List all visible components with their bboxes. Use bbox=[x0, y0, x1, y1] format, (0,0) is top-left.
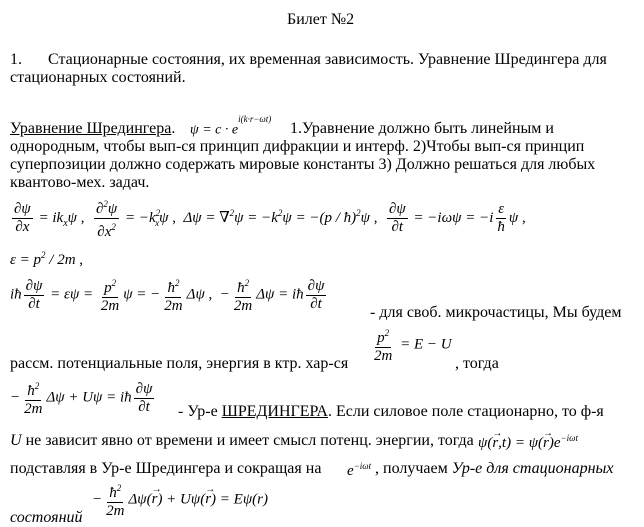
requirements-line4: квантово-мех. задач. bbox=[10, 174, 150, 191]
energy-relation: $\varepsilon = p^2 / 2m$ , bbox=[10, 250, 84, 268]
dpsi-dx-fraction: $\frac{\partial\psi}{\partial x}$ bbox=[14, 201, 31, 235]
schrodinger-text bbox=[178, 402, 604, 421]
last-word: состояний bbox=[10, 509, 83, 526]
substitution-line bbox=[10, 459, 321, 478]
exp-factor: $e^{-i\omega t}$ bbox=[347, 461, 372, 479]
u-line-text: не зависит явно от времени и имеет смысл потенц. энергии, тогда bbox=[21, 432, 474, 449]
potential-text bbox=[10, 354, 348, 373]
schrodinger-time-equation: − $\frac{ħ^2}{2m}$ Δψ + Uψ = iħ $\frac{\partial\psi}{\partial t}$ bbox=[10, 378, 156, 418]
item-number: 1. bbox=[10, 51, 22, 68]
item-heading-line1: Стационарные состояния, их временная зависимость. Уравнение Шредингера для bbox=[48, 51, 607, 68]
energy-equation: $\frac{p^2}{2m}$ = E − U bbox=[370, 325, 452, 365]
final-equation-rhs: = Eψ(r) bbox=[219, 491, 268, 508]
requirements-line1: 1.Уравнение должно быть линейным и bbox=[290, 120, 554, 137]
schrodinger-caps: ШРЕДИНГЕРА bbox=[221, 403, 328, 420]
schrodinger-suffix: . Если силовое поле стационарно, то ф-я bbox=[327, 403, 604, 420]
stationary-separation-formula: $\psi(\to r,t) = \psi(\to r)e^{-i\omega t}$ bbox=[478, 429, 578, 453]
u-line bbox=[10, 431, 474, 450]
requirements-line3: суперпозиции должно содержать мировые константы 3) Должно решаться для любых bbox=[10, 156, 596, 173]
equation-label: Уравнение Шредингера. bbox=[10, 120, 176, 137]
equation-row-1: $\frac{\partial\psi}{\partial x}$ = $ik_x\psi$ , $\frac{\partial^2\psi}{\partial x^2}$ = $-k^2_x\psi$ , $\Delta\psi = \nabla^2\psi = -k^2\psi = -(p$ / ħ)$^2$ψ , $\frac{\partial\psi}{\partial t}$ = −iωψ = −i $\frac{\varepsilon}{ħ}$ ψ , bbox=[10, 196, 526, 241]
stationary-schrodinger-equation: − $\frac{ħ^2}{2m}$ Δψ(→ r) + Uψ(→ r) = Eψ(r) bbox=[92, 480, 268, 520]
substitution-line-tail bbox=[375, 459, 613, 478]
item-heading-line2: стационарных состояний. bbox=[10, 69, 186, 86]
requirements-line2: однородным, чтобы вып-ся принцип дифракции и интерф. 2)Чтобы вып-ся принцип bbox=[10, 138, 585, 155]
substitution-text-a: подставляя в Ур-е Шредингера и сокращая на bbox=[10, 460, 322, 477]
potential-text-tail: , тогда bbox=[455, 355, 499, 372]
wave-formula-exponent: i(k·r−ωt) bbox=[238, 114, 272, 124]
potential-text-a: рассм. потенциальные поля, энергия в ктр. хар-ся bbox=[10, 355, 349, 372]
u-symbol: U bbox=[10, 432, 22, 449]
free-particle-text: - для своб. микрочастицы, Мы будем bbox=[370, 304, 622, 321]
schrodinger-prefix: - Ур-е bbox=[178, 403, 222, 420]
substitution-text-b: , получаем bbox=[375, 460, 448, 477]
equation-free-particle: iħ $\frac{\partial\psi}{\partial t}$ = εψ = $\frac{p^2}{2m}$ ψ = − $\frac{ħ^2}{2m}$ Δψ , − $\frac{ħ^2}{2m}$ Δψ = iħ $\frac{\partial\psi}{\partial t}$ bbox=[10, 275, 328, 315]
wave-formula-base: ψ = c · e bbox=[190, 122, 239, 138]
dpsi-dt-fraction: $\frac{\partial\psi}{\partial t}$ bbox=[388, 201, 406, 235]
d2psi-dx2-fraction: $\frac{\partial^2\psi}{\partial x^2}$ bbox=[94, 196, 119, 241]
substitution-text-c: Ур-е для стационарных bbox=[451, 460, 614, 477]
energy-equation-rhs: = E − U bbox=[400, 336, 452, 353]
epsilon-hbar-fraction: $\frac{\varepsilon}{ħ}$ bbox=[497, 201, 505, 235]
equation-label-text: Уравнение Шредингера bbox=[10, 120, 172, 137]
ticket-title: Билет №2 bbox=[287, 11, 355, 28]
